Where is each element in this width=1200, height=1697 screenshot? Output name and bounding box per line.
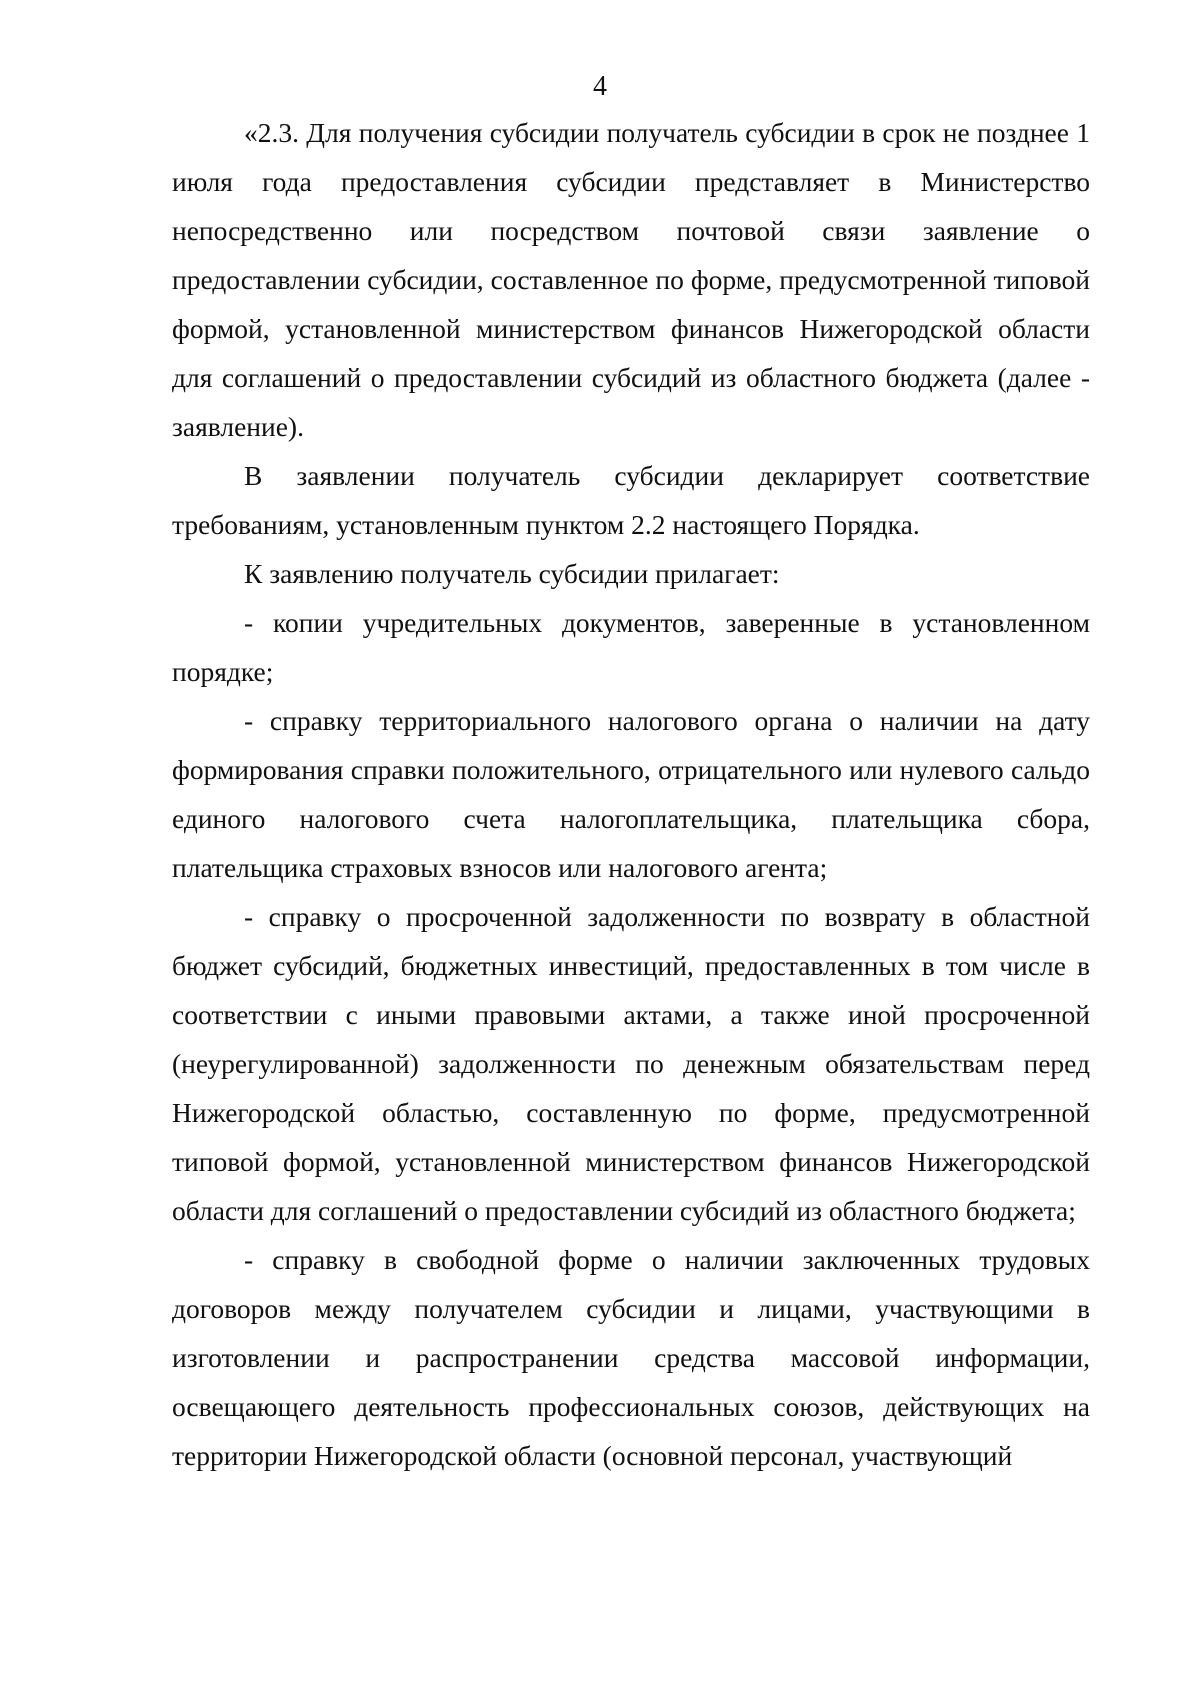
- list-item-tax-certificate: - справку территориального налогового органа о наличии на дату формирования справки положительного, отрицательного или нулевого сальдо единого налогового счета налогоплательщика, плательщика сбора, плательщика страховых взносов или налогового агента;: [172, 705, 1090, 883]
- paragraph-clause-2-3: «2.3. Для получения субсидии получатель субсидии в срок не позднее 1 июля года предоставления субсидии представляет в Министерство непосредственно или посредством почтовой связи заявление о предоставлении субсидии, составленное по форме, предусмотренной типовой формой, установленной министерством финансов Нижегородской области для соглашений о предоставлении субсидий из областного бюджета (далее - заявление).: [172, 117, 1090, 442]
- paragraph-attachments-intro: К заявлению получатель субсидии прилагает:: [244, 558, 780, 589]
- page-number: 4: [593, 71, 607, 102]
- list-item-labor-contracts-certificate: - справку в свободной форме о наличии заключенных трудовых договоров между получателем субсидии и лицами, участвующими в изготовлении и распространении средства массовой информации, освещающего деятельность профессиональных союзов, действующих на территории Нижегородской области (основной персонал, участвующий: [172, 1244, 1090, 1471]
- document-body: [172, 108, 1090, 1480]
- list-item-debt-certificate: - справку о просроченной задолженности по возврату в областной бюджет субсидий, бюджетных инвестиций, предоставленных в том числе в соответствии с иными правовыми актами, а также иной просроченной (неурегулированной) задолженности по денежным обязательствам перед Нижегородской областью, составленную по форме, предусмотренной типовой формой, установленной министерством финансов Нижегородской области для соглашений о предоставлении субсидий из областного бюджета;: [172, 901, 1090, 1226]
- list-item-founding-documents: - копии учредительных документов, заверенные в установленном порядке;: [172, 607, 1090, 687]
- paragraph-declaration: В заявлении получатель субсидии декларирует соответствие требованиям, установленным пунктом 2.2 настоящего Порядка.: [172, 460, 1090, 540]
